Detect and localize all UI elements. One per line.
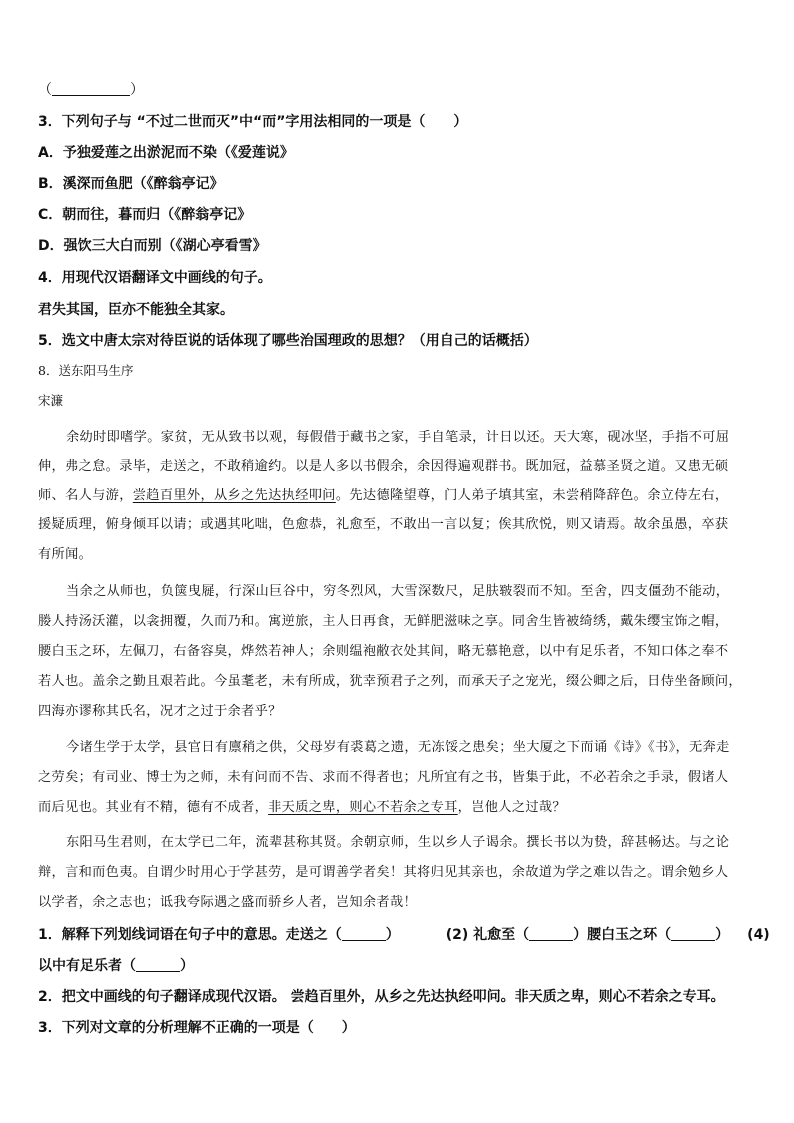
question-1-text: (2) 礼愈至（ (445, 927, 530, 943)
option-a[interactable]: A．予独爱莲之出淤泥而不染（《爱莲说》 (38, 145, 294, 161)
passage-p2-line: 四海亦谬称其氏名，况才之过于余者乎？ (38, 704, 282, 719)
question-1-line-2 (38, 956, 756, 976)
answer-blank[interactable] (52, 81, 130, 96)
answer-blank[interactable] (529, 926, 573, 941)
paren-open: （ (38, 82, 52, 98)
passage-p4-line: 东阳马生君则，在太学已二年，流辈甚称其贤。余朝京师，生以乡人子谒余。撰长书以为贽，辞甚畅达。与之论 (66, 835, 730, 850)
passage-p1-line: 援疑质理，俯身倾耳以请；或遇其叱咄，色愈恭，礼愈至，不敢出一言以复；俟其欣悦，则又请焉。故余虽愚，卒获 (38, 517, 729, 532)
passage-text: 而后见也。其业有不精，德有不成者， (38, 800, 269, 815)
passage-p3-line: 今诸生学于太学，县官日有廪稍之供，父母岁有裘葛之遗，无冻馁之患矣；坐大厦之下而诵《诗》《书》，无奔走 (66, 740, 730, 755)
paren-close: ） (130, 82, 144, 98)
question-2-stem: 2．把文中画线的句子翻译成现代汉语。 尝趋百里外，从乡之先达执经叩问。非天质之卑，则心不若余之专耳。 (38, 989, 725, 1005)
passage-text: 。先达德隆望尊，门人弟子填其室，未尝稍降辞色。余立侍左右， (335, 488, 729, 503)
underlined-sentence-2: 非天质之卑，则心不若余之专耳 (268, 800, 458, 815)
passage-p2-line: 腰白玉之环，左佩刀，右备容臭，烨然若神人；余则缊袍敝衣处其间，略无慕艳意，以中有足乐者，不知口体之奉不 (38, 644, 729, 659)
question-1-text: (4) (747, 927, 770, 943)
passage-p1-line: 有所闻。 (38, 547, 93, 562)
question-3-stem: 3．下列句子与 “不过二世而灭”中“而”字用法相同的一项是（ ） (38, 114, 468, 130)
question-4-stem: 4．用现代汉语翻译文中画线的句子。 (38, 270, 272, 286)
question-1-line (38, 925, 770, 945)
passage-p2-line: 媵人持汤沃灌，以衾拥覆，久而乃和。寓逆旅，主人日再食，无鲜肥滋味之享。同舍生皆被绮绣，戴朱缨宝饰之帽， (38, 614, 729, 629)
passage-p4-line: 以学者，余之志也；诋我夸际遇之盛而骄乡人者，岂知余者哉！ (38, 895, 418, 910)
option-b[interactable]: B．溪深而鱼肥（《醉翁亭记》 (38, 176, 224, 192)
passage-section-title: 8．送东阳马生序 (38, 363, 134, 378)
underlined-sentence-1: 尝趋百里外，从乡之先达执经叩问 (132, 488, 336, 503)
paren-close: ） (180, 958, 194, 974)
answer-blank[interactable] (671, 926, 715, 941)
question-1-text: 1．解释下列划线词语在句子中的意思。走送之（ (38, 927, 342, 943)
passage-text: ，岂他人之过哉？ (457, 800, 566, 815)
question-4-sentence: 君失其国，臣亦不能独全其家。 (38, 302, 234, 318)
passage-p3-line (38, 798, 756, 818)
question-1-text: ）腰白玉之环（ (573, 927, 672, 943)
passage-text: 师、名人与游， (38, 488, 133, 503)
passage-p1-line: 伸，弗之怠。录毕，走送之，不敢稍逾约。以是人多以书假余，余因得遍观群书。既加冠，益慕圣贤之道。又患无硕 (38, 459, 729, 474)
passage-p2-line: 当余之从师也，负箧曳屣，行深山巨谷中，穷冬烈风，大雪深数尺，足肤皲裂而不知。至舍，四支僵劲不能动， (66, 584, 730, 599)
question-1-text: 以中有足乐者（ (38, 958, 136, 974)
answer-blank[interactable] (136, 957, 180, 972)
paren-close: ） (715, 927, 730, 943)
passage-p1-line (38, 486, 756, 506)
question-3-stem: 3．下列对文章的分析理解不正确的一项是（ ） (38, 1020, 356, 1036)
passage-p2-line: 若人也。盖余之勤且艰若此。今虽耄老，未有所成，犹幸预君子之列，而承天子之宠光，缀公卿之后，日侍坐备顾问， (38, 674, 742, 689)
answer-blank[interactable] (342, 926, 386, 941)
paren-close: ） (385, 927, 400, 943)
answer-blank-line (38, 80, 756, 100)
option-c[interactable]: C．朝而往，暮而归（《醉翁亭记》 (38, 207, 252, 223)
option-d[interactable]: D．强饮三大白而别（《湖心亭看雪》 (38, 238, 267, 254)
passage-author: 宋濂 (38, 393, 64, 408)
passage-p4-line: 辩，言和而色夷。自谓少时用心于学甚劳，是可谓善学者矣！其将归见其亲也，余故道为学之难以告之。谓余勉乡人 (38, 865, 729, 880)
passage-p3-line: 之劳矣；有司业、博士为之师，未有问而不告、求而不得者也；凡所宜有之书，皆集于此，不必若余之手录，假诸人 (38, 770, 729, 785)
question-5-stem: 5．选文中唐太宗对待臣说的话体现了哪些治国理政的思想？（用自己的话概括） (38, 333, 538, 349)
passage-p1-line: 余幼时即嗜学。家贫，无从致书以观，每假借于藏书之家，手自笔录，计日以还。天大寒，砚冰坚，手指不可屈 (66, 430, 730, 445)
